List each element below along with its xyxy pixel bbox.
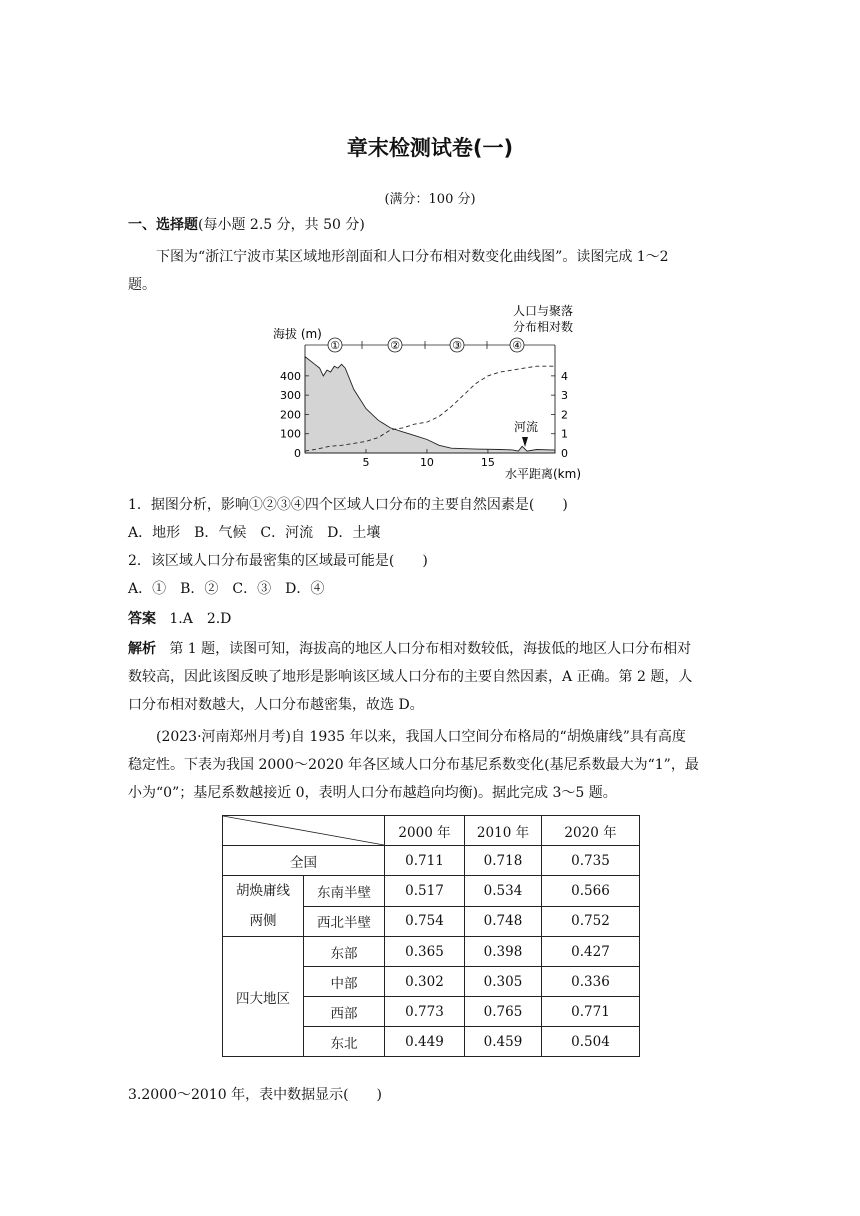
answer-line [128,610,738,629]
intro2-line2: 稳定性。下表为我国 2000～2020 年各区域人口分布基尼系数变化(基尼系数最大为“1”，最 [128,757,699,773]
group-label-huhuanyong [223,876,304,937]
river-arrow [522,437,528,447]
q2-stem: 2．该区域人口分布最密集的区域最可能是( ) [128,553,428,569]
table-cell: 0.517 [385,876,465,907]
region-marker-2 [388,338,402,352]
row-label: 东北 [304,1027,385,1057]
year-header: 2000 年 [385,816,465,846]
table-row [223,846,640,876]
table-cell: 0.398 [465,937,542,967]
table-row [223,937,640,967]
table-cell: 0.449 [385,1027,465,1057]
terrain-population-figure [265,300,605,485]
terrain-area [305,357,555,453]
region-marker-3 [450,338,464,352]
table-cell: 0.711 [385,846,465,876]
intro1-line1: 下图为“浙江宁波市某区域地形剖面和人口分布相对数变化曲线图”。读图完成 1～2 [156,249,669,265]
table-cell: 0.748 [465,906,542,937]
answer-label: 答案 [128,611,156,627]
left-tick-label: 300 [280,389,301,403]
section-heading [128,216,738,235]
intro2-line1: (2023·河南郑州月考)自 1935 年以来，我国人口空间分布格局的“胡焕庸线”具有高度 [156,729,686,745]
x-axis-title: 水平距离(km) [505,467,582,481]
region-marker-1 [328,338,342,352]
year-header: 2020 年 [542,816,640,846]
header-diagonal-cell [223,816,385,846]
table-cell: 0.459 [465,1027,542,1057]
table-cell: 0.773 [385,997,465,1027]
river-label: 河流 [514,420,539,434]
year-header: 2010 年 [465,816,542,846]
table-cell: 0.566 [542,876,640,907]
right-tick-label: 3 [561,389,568,403]
group-label-line: 胡焕庸线 [236,883,290,899]
table-cell: 0.305 [465,967,542,997]
analysis-label: 解析 [128,641,156,657]
group-label-line: 两侧 [249,913,277,929]
table-cell: 0.365 [385,937,465,967]
table-cell: 0.427 [542,937,640,967]
region-marker-4 [510,338,524,352]
table-cell: 0.752 [542,906,640,937]
table-cell: 0.534 [465,876,542,907]
row-label: 中部 [304,967,385,997]
row-label: 东南半壁 [304,876,385,907]
region-label: ④ [512,339,522,352]
left-tick-label: 0 [294,447,301,460]
row-label: 全国 [223,846,385,876]
gini-table [222,815,640,1057]
diagonal-line [223,816,384,845]
analysis-line1 [128,640,738,659]
x-tick-label: 15 [480,456,495,469]
table-cell: 0.718 [465,846,542,876]
table-cell: 0.336 [542,967,640,997]
right-tick-label: 2 [561,408,568,422]
section-label: 一、选择题 [128,217,198,233]
left-tick-label: 400 [280,369,301,383]
table-cell: 0.771 [542,997,640,1027]
q2-options: A．① B．② C．③ D．④ [128,581,325,597]
table-cell: 0.302 [385,967,465,997]
region-label: ② [390,339,400,352]
page-title: 章末检测试卷(一) [346,136,514,160]
intro1-line2: 题。 [128,277,156,293]
table-header-row [223,816,640,846]
q1-stem: 1．据图分析，影响①②③④四个区域人口分布的主要自然因素是( ) [128,497,568,513]
intro2-line3: 小为“0”；基尼系数越接近 0，表明人口分布越趋向均衡)。据此完成 3～5 题。 [128,785,617,801]
row-label: 西北半壁 [304,906,385,937]
left-tick-label: 100 [280,427,301,441]
analysis-text-1: 第 1 题，读图可知，海拔高的地区人口分布相对数较低，海拔低的地区人口分布相对 [169,641,692,657]
table-cell: 0.504 [542,1027,640,1057]
x-tick-label: 10 [419,456,434,469]
left-axis-title: 海拔 (m) [273,327,322,341]
group-label-four-regions: 四大地区 [223,937,304,1057]
region-label: ① [330,339,340,352]
right-tick-label: 1 [561,427,568,441]
left-tick-label: 200 [280,408,301,422]
right-axis-title-2: 分布相对数 [513,320,574,334]
table-cell: 0.735 [542,846,640,876]
right-axis-title-1: 人口与聚落 [513,304,574,318]
q3-stem: 3.2000～2010 年，表中数据显示( ) [128,1087,382,1103]
q1-options: A．地形 B．气候 C．河流 D．土壤 [128,525,381,541]
right-tick-label: 4 [561,369,568,383]
row-label: 西部 [304,997,385,1027]
row-label: 东部 [304,937,385,967]
full-score: (满分：100 分) [384,192,476,207]
x-tick-label: 5 [362,456,370,469]
analysis-line3: 口分布相对数越大，人口分布越密集，故选 D。 [128,697,424,713]
answer-text: 1.A 2.D [169,611,232,627]
region-label: ③ [452,339,462,352]
right-tick-label: 0 [561,447,568,460]
table-cell: 0.765 [465,997,542,1027]
table-cell: 0.754 [385,906,465,937]
analysis-line2: 数较高，因此该图反映了地形是影响该区域人口分布的主要自然因素，A 正确。第 2 题，人 [128,669,693,685]
table-row [223,876,640,907]
section-note: (每小题 2.5 分，共 50 分) [198,217,365,233]
